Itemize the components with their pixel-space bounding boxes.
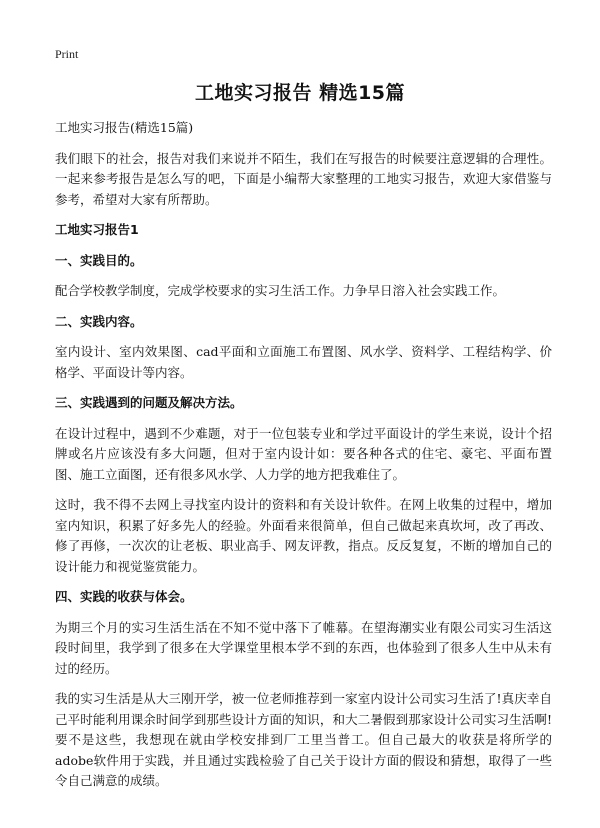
section-paragraph: 配合学校教学制度，完成学校要求的实习生活工作。力争早日溶入社会实践工作。 <box>55 283 506 298</box>
section-content <box>55 312 552 384</box>
report-heading: 工地实习报告1 <box>55 222 139 237</box>
print-link[interactable]: Print <box>55 47 79 61</box>
section-paragraph: 为期三个月的实习生活生活在不知不觉中落下了帷幕。在望海潮实业有限公司实习生活这段时间里，我学到了很多在大学课堂里根本学不到的东西，也体验到了很多人生中从未有过的经历。 <box>55 619 552 676</box>
page-title: 工地实习报告 精选15篇 <box>194 82 406 104</box>
section-paragraph: 我的实习生活是从大三刚开学，被一位老师推荐到一家室内设计公司实习生活了!真庆幸自己平时能利用课余时间学到那些设计方面的知识，和大二暑假到那家设计公司实习生活啊!要不是这些，我想现在就由学校安排到厂工里当普工。但自己最大的收获是将所学的adobe软件用于实践，并且通过实践检验了自己关于设计方面的假设和猜想，取得了一些令自己满意的成绩。 <box>55 691 552 788</box>
section-paragraph: 这时，我不得不去网上寻找室内设计的资料和有关设计软件。在网上收集的过程中，增加室内知识，积累了好多先人的经验。外面看来很简单，但自己做起来真坎坷，改了再改、修了再修，一次次的让老板、职业高手、网友评教，指点。反反复复，不断的增加自己的设计能力和视觉鉴赏能力。 <box>55 497 552 574</box>
section-purpose <box>55 251 552 302</box>
section-paragraph: 在设计过程中，遇到不少难题，对于一位包装专业和学过平面设计的学生来说，设计个招牌或名片应该没有多大问题，但对于室内设计如：要各种各式的住宅、豪宅、平面布置图、施工立面图，还有很多风水学、人力学的地方把我难住了。 <box>55 425 552 482</box>
section-problems <box>55 393 552 577</box>
section-heading: 一、实践目的。 <box>55 252 143 268</box>
section-heading: 二、实践内容。 <box>55 313 143 329</box>
subtitle: 工地实习报告(精选15篇) <box>55 120 194 135</box>
section-gains <box>55 587 552 792</box>
section-heading: 三、实践遇到的问题及解决方法。 <box>55 395 243 410</box>
section-heading: 四、实践的收获与体会。 <box>55 589 193 604</box>
section-paragraph: 室内设计、室内效果图、cad平面和立面施工布置图、风水学、资料学、工程结构学、价格学、平面设计等内容。 <box>55 344 552 380</box>
intro-paragraph: 我们眼下的社会，报告对我们来说并不陌生，我们在写报告的时候要注意逻辑的合理性。一起来参考报告是怎么写的吧，下面是小编帮大家整理的工地实习报告，欢迎大家借鉴与参考，希望对大家有所帮助。 <box>55 150 552 207</box>
article-body <box>55 118 552 802</box>
